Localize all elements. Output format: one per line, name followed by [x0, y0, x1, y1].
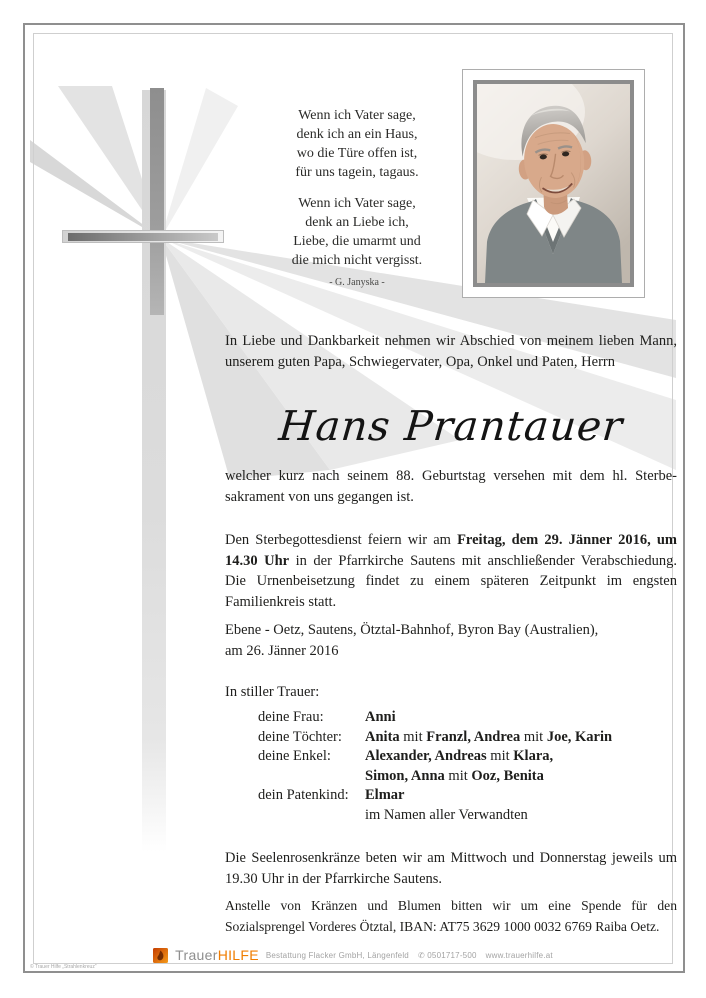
family-member-name: Anni: [365, 709, 396, 725]
poem-line: Liebe, die umarmt und: [293, 234, 421, 249]
family-member-name: Franzl, Andrea: [426, 728, 521, 745]
poem-line: wo die Türe offen ist,: [296, 146, 418, 161]
family-connector-text: mit: [444, 767, 472, 784]
website-url: www.trauerhilfe.at: [485, 950, 553, 960]
memorial-photo-frame: [462, 69, 645, 298]
family-relation-label: [258, 767, 365, 787]
family-row: [258, 728, 678, 748]
family-relation-label: deine Töchter:: [258, 728, 342, 745]
service-date-time: Freitag, dem 29. Jänner 2016, um 14.30 Uhr: [225, 532, 677, 569]
service-text: Den Sterbegottesdienst feiern wir am: [225, 532, 458, 548]
places-paragraph: [225, 620, 677, 661]
poem-stanza: [252, 106, 462, 182]
service-text: in der Pfarrkirche Sautens mit anschließender Verabschiedung. Die Urnenbeisetzung findet zu einem späteren Zeitpunkt im engsten Familienkreis statt.: [225, 552, 677, 610]
poem-line: Wenn ich Vater sage,: [298, 196, 416, 211]
family-member-name: Ooz, Benita: [471, 767, 544, 784]
memorial-photo: [473, 80, 634, 287]
family-row: [258, 806, 678, 826]
poem-line: Wenn ich Vater sage,: [298, 108, 416, 123]
family-connector-text: im Namen aller Verwandten: [365, 806, 528, 823]
brand-name: [175, 947, 259, 963]
copyright-note: © Trauer Hilfe „Strahlenkreuz“: [30, 964, 97, 970]
family-names: [365, 767, 678, 787]
mourning-header: In stiller Trauer:: [225, 684, 320, 700]
after-name-paragraph: welcher kurz nach seinem 88. Geburtstag versehen mit dem hl. Sterbesakrament von uns gegangen ist.: [225, 468, 677, 505]
family-relation-label: deine Enkel:: [258, 748, 331, 764]
rosary-paragraph: Die Seelenrosenkränze beten wir am Mittwoch und Donnerstag jeweils um 19.30 Uhr in der Pfarrkirche Sautens.: [225, 850, 677, 887]
family-row: [258, 786, 678, 806]
family-relation-label: dein Patenkind:: [258, 787, 349, 803]
company-name: Bestattung Flacker GmbH, Längenfeld: [265, 950, 409, 960]
places-line: am 26. Jänner 2016: [225, 642, 339, 659]
brand-part-trauer: Trauer: [175, 947, 218, 963]
poem-line: denk an Liebe ich,: [305, 215, 409, 230]
family-row: [258, 767, 678, 787]
family-names: [365, 747, 678, 767]
portrait-illustration: [477, 84, 630, 283]
family-member-name: Klara,: [513, 748, 554, 764]
poem: [252, 106, 462, 292]
footer-details: [266, 951, 553, 960]
poem-attribution: - G. Janyska -: [329, 277, 385, 288]
trauerhilfe-logo-icon: [153, 948, 168, 963]
family-member-name: Anita: [365, 728, 400, 745]
family-row: [258, 747, 678, 767]
brand-part-hilfe: HILFE: [217, 947, 259, 963]
family-member-name: Joe, Karin: [546, 728, 613, 745]
poem-line: für uns tagein, tagaus.: [295, 165, 419, 180]
deceased-name: Hans Prantauer: [276, 402, 626, 450]
poem-stanza: [252, 194, 462, 270]
family-row: [258, 708, 678, 728]
family-connector-text: mit: [520, 728, 547, 745]
family-names: [365, 786, 678, 806]
funeral-home-footer: [0, 944, 706, 966]
family-connector-text: mit: [399, 728, 427, 745]
places-line: Ebene - Oetz, Sautens, Ötztal-Bahnhof, Byron Bay (Australien),: [225, 622, 599, 638]
family-member-name: Alexander, Andreas: [365, 748, 487, 764]
family-member-name: Simon, Anna: [365, 767, 445, 784]
poem-line: die mich nicht vergisst.: [291, 253, 423, 268]
family-relation-label: [258, 806, 365, 826]
family-list: [258, 708, 678, 825]
family-relation-label: deine Frau:: [258, 709, 324, 725]
family-names: [365, 728, 678, 748]
family-names: [365, 708, 678, 728]
intro-paragraph: In Liebe und Dankbarkeit nehmen wir Abschied von meinem lieben Mann, unserem guten Papa, Schwiegervater, Opa, Onkel und Paten, Herrn: [225, 333, 677, 370]
family-member-name: Elmar: [365, 787, 405, 803]
donation-paragraph: Anstelle von Kränzen und Blumen bitten wir um eine Spende für den Sozialsprengel Vorderes Ötztal, IBAN: AT75 3629 1000 0032 6769 Raiba Oetz.: [225, 898, 677, 934]
family-names: [365, 806, 678, 826]
family-connector-text: mit: [486, 748, 514, 764]
phone-number: ✆ 0501717-500: [417, 950, 477, 960]
poem-line: denk ich an ein Haus,: [296, 127, 418, 142]
service-paragraph: [225, 530, 677, 612]
